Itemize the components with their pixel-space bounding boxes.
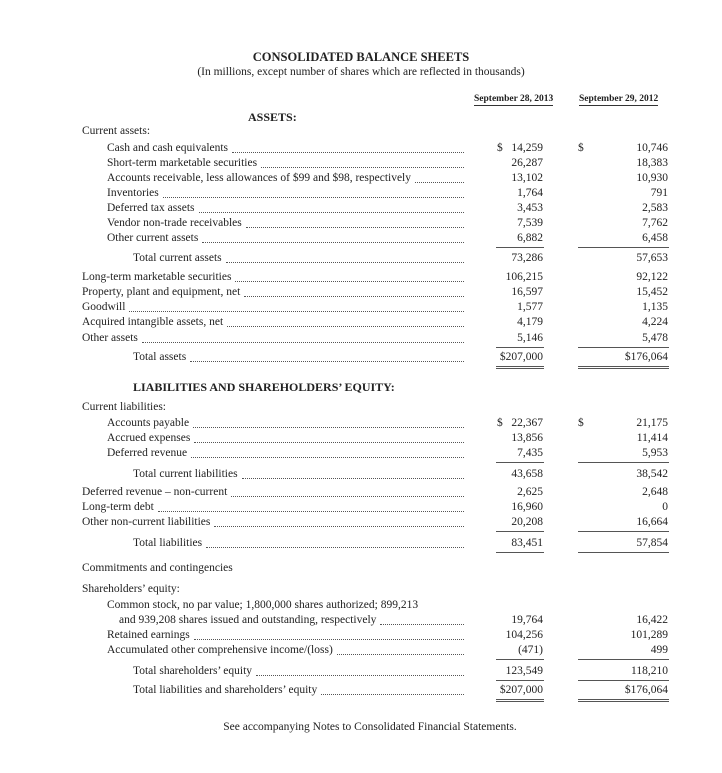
table-row — [0, 156, 722, 171]
table-row — [0, 315, 722, 330]
table-row — [0, 416, 722, 431]
value-2013: 16,960 — [511, 501, 543, 513]
value-2013: 4,179 — [517, 316, 543, 328]
value-2013: 7,435 — [517, 447, 543, 459]
underline — [578, 531, 669, 532]
row-label: Deferred revenue – non-current — [82, 486, 228, 498]
table-row — [0, 582, 722, 597]
dot-leader — [321, 694, 464, 695]
row-label: Long-term marketable securities — [82, 271, 232, 283]
row-label: Property, plant and equipment, net — [82, 286, 241, 298]
row-label-cell — [133, 380, 395, 395]
row-label-cell — [82, 561, 233, 576]
row-label-cell — [107, 598, 418, 613]
dot-leader — [142, 342, 464, 343]
table-row — [0, 431, 722, 446]
row-label-cell — [107, 446, 466, 461]
dot-leader — [235, 281, 464, 282]
dot-leader — [226, 262, 464, 263]
value-2012: 2,583 — [642, 202, 668, 214]
row-label-cell — [107, 643, 466, 658]
row-label: Goodwill — [82, 301, 126, 313]
row-label: Deferred revenue — [107, 447, 188, 459]
dollar-sign: $ — [578, 417, 584, 429]
value-2013: 83,451 — [511, 537, 543, 549]
row-label: Other current assets — [107, 232, 199, 244]
value-2012: 15,452 — [636, 286, 668, 298]
row-label-cell — [107, 156, 466, 171]
value-2013: $207,000 — [499, 351, 543, 363]
dot-leader — [202, 242, 464, 243]
underline — [496, 247, 544, 248]
row-label: Accumulated other comprehensive income/(loss) — [107, 644, 333, 656]
row-label: LIABILITIES AND SHAREHOLDERS’ EQUITY: — [133, 380, 395, 394]
dot-leader — [261, 167, 464, 168]
underline — [578, 659, 669, 660]
double-underline — [496, 699, 544, 702]
row-label-cell — [133, 350, 466, 365]
row-label: Other non-current liabilities — [82, 516, 211, 528]
double-underline — [578, 366, 669, 369]
column-header-2013: September 28, 2013 — [474, 94, 554, 104]
underline — [578, 347, 669, 348]
row-label: Total shareholders’ equity — [133, 665, 253, 677]
section-heading — [0, 110, 722, 125]
value-2012: 118,210 — [631, 665, 668, 677]
value-2012: 57,653 — [636, 252, 668, 264]
value-2012: 18,383 — [636, 157, 668, 169]
underline — [578, 680, 669, 681]
value-2012: 11,414 — [636, 432, 668, 444]
row-label: Short-term marketable securities — [107, 157, 258, 169]
section-heading — [0, 380, 722, 395]
row-label: Accrued expenses — [107, 432, 191, 444]
row-label: Total assets — [133, 351, 187, 363]
value-2012: 1,135 — [642, 301, 668, 313]
row-label-cell — [107, 216, 466, 231]
row-label-cell — [82, 582, 180, 597]
row-label: and 939,208 shares issued and outstanding, respectively — [119, 614, 377, 626]
dot-leader — [231, 496, 464, 497]
underline — [496, 531, 544, 532]
value-2012: 4,224 — [642, 316, 668, 328]
value-2012: 5,478 — [642, 332, 668, 344]
value-2013: 26,287 — [511, 157, 543, 169]
value-2013: 20,208 — [511, 516, 543, 528]
value-2012: 499 — [650, 644, 668, 656]
row-label-cell — [133, 664, 466, 679]
row-label: Accounts payable — [107, 417, 190, 429]
row-label: Acquired intangible assets, net — [82, 316, 224, 328]
value-2013: (471) — [518, 644, 543, 656]
row-label-cell — [82, 285, 466, 300]
dot-leader — [206, 547, 464, 548]
table-row — [0, 171, 722, 186]
table-row — [0, 201, 722, 216]
value-2012: 0 — [662, 501, 668, 513]
row-label-cell — [107, 416, 466, 431]
row-label: Cash and cash equivalents — [107, 142, 229, 154]
underline — [578, 462, 669, 463]
row-label-cell — [248, 110, 297, 125]
value-2012: 10,930 — [636, 172, 668, 184]
dot-leader — [415, 182, 464, 183]
page-title: CONSOLIDATED BALANCE SHEETS — [252, 50, 470, 64]
row-label-cell — [107, 186, 466, 201]
dot-leader — [199, 212, 465, 213]
row-label-cell — [119, 613, 466, 628]
dot-leader — [246, 227, 464, 228]
underline — [496, 347, 544, 348]
table-row — [0, 598, 722, 613]
table-row — [0, 285, 722, 300]
row-label-cell — [82, 500, 466, 515]
table-row — [0, 124, 722, 139]
row-label-cell — [82, 331, 466, 346]
dot-leader — [194, 639, 464, 640]
row-label: Total liabilities — [133, 537, 203, 549]
value-2012: 21,175 — [636, 417, 668, 429]
table-row — [0, 561, 722, 576]
row-label: Other assets — [82, 332, 138, 344]
row-label: Current liabilities: — [82, 401, 166, 413]
dot-leader — [244, 296, 464, 297]
value-2013: 3,453 — [517, 202, 543, 214]
row-label: Inventories — [107, 187, 159, 199]
value-2012: 10,746 — [636, 142, 668, 154]
value-2012: 38,542 — [636, 468, 668, 480]
table-row — [0, 446, 722, 461]
table-row — [0, 270, 722, 285]
table-row — [0, 643, 722, 658]
table-row — [0, 216, 722, 231]
row-label-cell — [107, 201, 466, 216]
table-row — [0, 300, 722, 315]
table-row — [0, 251, 722, 266]
row-label: Retained earnings — [107, 629, 190, 641]
row-label-cell — [107, 231, 466, 246]
row-label: Current assets: — [82, 125, 151, 137]
table-row — [0, 350, 722, 365]
row-label: Long-term debt — [82, 501, 154, 513]
row-label-cell — [133, 536, 466, 551]
row-label-cell — [107, 431, 466, 446]
dot-leader — [380, 624, 464, 625]
table-row — [0, 613, 722, 628]
table-row — [0, 485, 722, 500]
dot-leader — [190, 361, 464, 362]
row-label-cell — [82, 315, 466, 330]
row-label: Common stock, no par value; 1,800,000 shares authorized; 899,213 — [107, 599, 419, 611]
table-row — [0, 141, 722, 156]
row-label: Deferred tax assets — [107, 202, 195, 214]
dot-leader — [163, 197, 464, 198]
table-row — [0, 628, 722, 643]
value-2013: 16,597 — [511, 286, 543, 298]
dollar-sign: $ — [497, 417, 503, 429]
dot-leader — [214, 526, 464, 527]
value-2013: 14,259 — [511, 142, 543, 154]
value-2012: $176,064 — [624, 684, 668, 696]
value-2013: 7,539 — [517, 217, 543, 229]
dot-leader — [337, 654, 464, 655]
table-row — [0, 683, 722, 698]
row-label-cell — [107, 141, 466, 156]
value-2012: 57,854 — [636, 537, 668, 549]
table-row — [0, 664, 722, 679]
value-2012: 2,648 — [642, 486, 668, 498]
underline — [496, 680, 544, 681]
value-2013: 1,764 — [517, 187, 543, 199]
table-row — [0, 400, 722, 415]
row-label-cell — [82, 515, 466, 530]
table-row — [0, 536, 722, 551]
table-row — [0, 515, 722, 530]
dot-leader — [191, 457, 464, 458]
underline — [578, 552, 669, 553]
row-label-cell — [133, 467, 466, 482]
row-label-cell — [82, 124, 150, 139]
row-label: Total current assets — [133, 252, 222, 264]
value-2013: 106,215 — [505, 271, 543, 283]
underline — [496, 462, 544, 463]
footer-note: See accompanying Notes to Consolidated Financial Statements. — [223, 721, 517, 733]
value-2013: 2,625 — [517, 486, 543, 498]
row-label: Shareholders’ equity: — [82, 583, 180, 595]
value-2013: 5,146 — [517, 332, 543, 344]
value-2013: 43,658 — [511, 468, 543, 480]
value-2013: 19,764 — [511, 614, 543, 626]
value-2012: 6,458 — [642, 232, 668, 244]
value-2013: $207,000 — [499, 684, 543, 696]
table-row — [0, 500, 722, 515]
row-label-cell — [133, 251, 466, 266]
double-underline — [496, 366, 544, 369]
value-2013: 104,256 — [505, 629, 543, 641]
dollar-sign: $ — [578, 142, 584, 154]
value-2012: $176,064 — [624, 351, 668, 363]
row-label-cell — [107, 628, 466, 643]
column-header-2012: September 29, 2012 — [579, 94, 659, 104]
row-label: Accounts receivable, less allowances of $99 and $98, respectively — [107, 172, 412, 184]
row-label: Commitments and contingencies — [82, 562, 233, 574]
dot-leader — [158, 511, 464, 512]
row-label: Total current liabilities — [133, 468, 238, 480]
value-2013: 13,102 — [511, 172, 543, 184]
row-label-cell — [82, 300, 466, 315]
underline — [496, 552, 544, 553]
value-2013: 123,549 — [505, 665, 543, 677]
dot-leader — [256, 675, 464, 676]
value-2013: 1,577 — [517, 301, 543, 313]
table-row — [0, 331, 722, 346]
row-label-cell — [82, 485, 466, 500]
dot-leader — [232, 152, 464, 153]
value-2012: 5,953 — [642, 447, 668, 459]
row-label: Total liabilities and shareholders’ equity — [133, 684, 318, 696]
value-2013: 13,856 — [511, 432, 543, 444]
page-subtitle: (In millions, except number of shares which are reflected in thousands) — [197, 66, 525, 78]
table-row — [0, 467, 722, 482]
underline — [578, 247, 669, 248]
value-2012: 101,289 — [630, 629, 668, 641]
value-2012: 791 — [650, 187, 668, 199]
value-2013: 22,367 — [511, 417, 543, 429]
value-2013: 73,286 — [511, 252, 543, 264]
dot-leader — [193, 427, 464, 428]
double-underline — [578, 699, 669, 702]
value-2012: 16,422 — [636, 614, 668, 626]
dot-leader — [242, 478, 464, 479]
row-label-cell — [82, 270, 466, 285]
value-2013: 6,882 — [517, 232, 543, 244]
row-label-cell — [82, 400, 166, 415]
value-2012: 7,762 — [642, 217, 668, 229]
row-label: Vendor non-trade receivables — [107, 217, 242, 229]
dollar-sign: $ — [497, 142, 503, 154]
table-row — [0, 231, 722, 246]
value-2012: 92,122 — [636, 271, 668, 283]
dot-leader — [194, 442, 464, 443]
value-2012: 16,664 — [636, 516, 668, 528]
dot-leader — [129, 311, 464, 312]
row-label: ASSETS: — [248, 110, 297, 124]
dot-leader — [227, 326, 464, 327]
row-label-cell — [107, 171, 466, 186]
table-row — [0, 186, 722, 201]
underline — [496, 659, 544, 660]
row-label-cell — [133, 683, 466, 698]
